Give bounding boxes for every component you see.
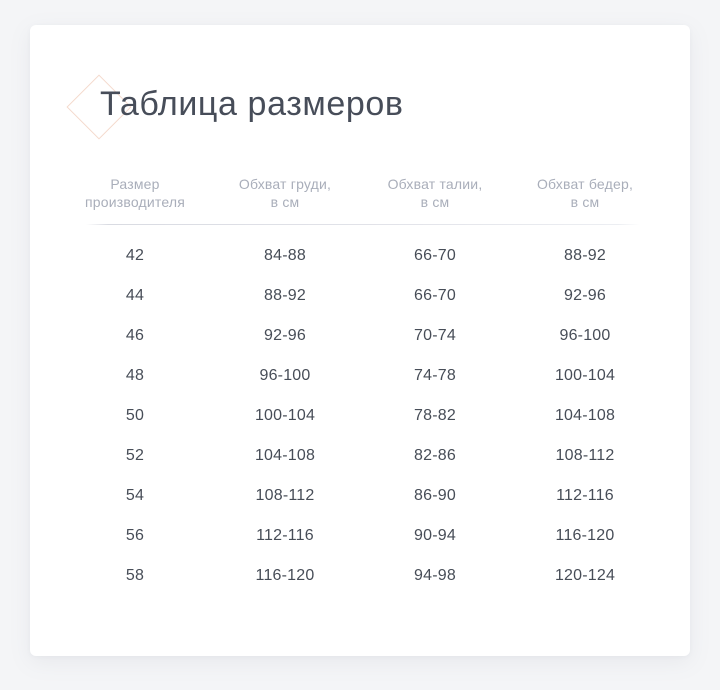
- header-line: Размер: [110, 176, 160, 192]
- cell-hips: 104-108: [554, 407, 616, 424]
- header-line: Обхват груди,: [238, 176, 332, 192]
- cell-hips: 120-124: [554, 567, 616, 584]
- cell-hips: 100-104: [554, 367, 616, 384]
- size-table-card: [30, 25, 690, 656]
- table-row: [60, 276, 660, 316]
- cell-chest: 84-88: [264, 247, 306, 264]
- page-title: Таблица размеров: [100, 85, 404, 123]
- column-header-manufacturer-size: [60, 175, 210, 211]
- cell-waist: 66-70: [414, 247, 456, 264]
- cell-waist: 86-90: [414, 487, 456, 504]
- cell-chest: 92-96: [264, 327, 306, 344]
- cell-size: 58: [125, 567, 145, 584]
- cell-waist: 74-78: [414, 367, 456, 384]
- cell-size: 56: [125, 527, 145, 544]
- cell-waist: 90-94: [414, 527, 456, 544]
- cell-size: 46: [125, 327, 145, 344]
- header-line: в см: [420, 194, 450, 210]
- cell-hips: 112-116: [556, 487, 614, 504]
- header-line: Обхват бедер,: [536, 176, 634, 192]
- cell-chest: 108-112: [255, 487, 315, 504]
- cell-waist: 82-86: [414, 447, 456, 464]
- table-row: [60, 316, 660, 356]
- cell-chest: 100-104: [254, 407, 316, 424]
- cell-chest: 96-100: [259, 367, 311, 384]
- column-header-hips: [510, 175, 660, 211]
- table-row: [60, 356, 660, 396]
- cell-chest: 104-108: [254, 447, 316, 464]
- cell-chest: 112-116: [256, 527, 314, 544]
- table-row: [60, 396, 660, 436]
- column-header-waist: [360, 175, 510, 211]
- table-row: [60, 236, 660, 276]
- cell-size: 50: [125, 407, 145, 424]
- table-row: [60, 516, 660, 556]
- cell-hips: 116-120: [555, 527, 615, 544]
- cell-hips: 92-96: [564, 287, 606, 304]
- cell-hips: 96-100: [559, 327, 611, 344]
- cell-size: 44: [125, 287, 145, 304]
- cell-chest: 88-92: [264, 287, 306, 304]
- table-row: [60, 556, 660, 596]
- size-table: [60, 175, 660, 596]
- cell-hips: 108-112: [555, 447, 615, 464]
- cell-waist: 94-98: [414, 567, 456, 584]
- column-header-chest: [210, 175, 360, 211]
- cell-hips: 88-92: [564, 247, 606, 264]
- cell-size: 48: [125, 367, 145, 384]
- cell-waist: 78-82: [414, 407, 456, 424]
- header-line: в см: [570, 194, 600, 210]
- cell-size: 42: [125, 247, 145, 264]
- header-line: в см: [270, 194, 300, 210]
- header-divider: [86, 224, 640, 225]
- table-row: [60, 436, 660, 476]
- table-header-row: [60, 175, 660, 211]
- cell-size: 54: [125, 487, 145, 504]
- cell-chest: 116-120: [255, 567, 315, 584]
- table-body: [60, 236, 660, 596]
- header-line: производителя: [84, 194, 186, 210]
- cell-waist: 70-74: [414, 327, 456, 344]
- cell-waist: 66-70: [414, 287, 456, 304]
- header-line: Обхват талии,: [387, 176, 483, 192]
- cell-size: 52: [125, 447, 145, 464]
- table-row: [60, 476, 660, 516]
